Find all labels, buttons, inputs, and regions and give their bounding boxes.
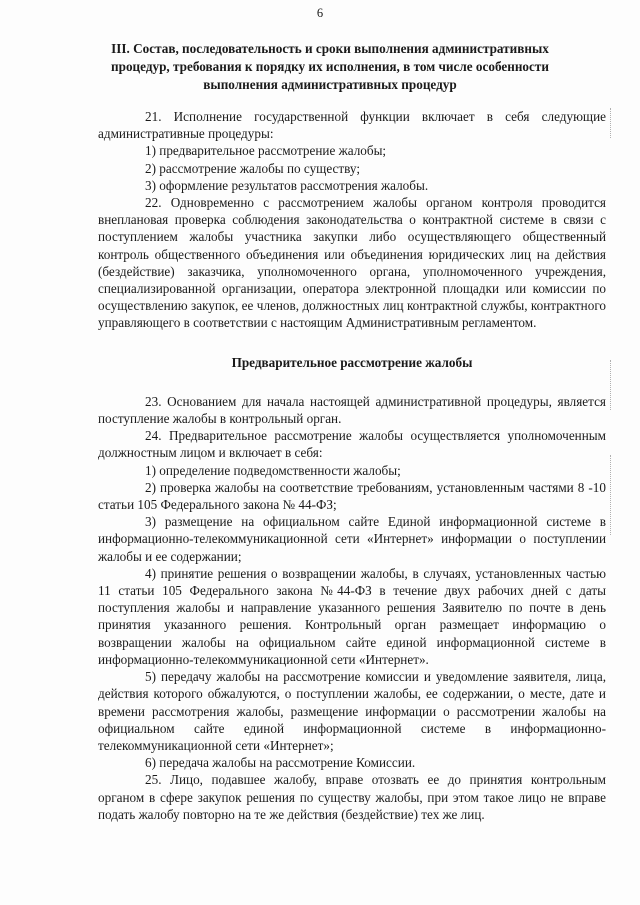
paragraph: 5) передачу жалобы на рассмотрение комиссии и уведомление заявителя, лица, действия которого обжалуются, о поступлении жалобы, ее содержании, о месте, дате и времени рассмотрения жалобы, размещение информации о рассмотрении жалобы на официальном сайте единой информационной системе в информационно-телекоммуникационной сети «Интернет»; (98, 669, 606, 753)
document-body (98, 108, 606, 823)
paragraph: 23. Основанием для начала настоящей административной процедуры, является поступление жалобы в контрольный орган. (98, 393, 606, 427)
paragraph: 2) проверка жалобы на соответствие требованиям, установленным частями 8 -10 статьи 105 Федерального закона № 44-ФЗ; (98, 479, 606, 513)
page-number: 6 (316, 6, 324, 20)
paragraph: 4) принятие решения о возвращении жалобы, в случаях, установленных частью 11 статьи 105 Федерального закона №44-ФЗ в течение двух рабочих дней с даты поступления жалобы и направление указанного решения Заявителю по почте в день принятия указанного решения. Контрольный орган размещает информацию о возвращении жалобы на официальном сайте единой информационной системе в информационно-телекоммуникационной сети «Интернет». (98, 565, 606, 667)
list-item: 6) передача жалобы на рассмотрение Комиссии. (145, 755, 416, 771)
paragraph: 24. Предварительное рассмотрение жалобы осуществляется уполномоченным должностным лицом и включает в себя: (98, 428, 606, 461)
paragraph: 21. Исполнение государственной функции включает в себя следующие административные процедуры: (98, 109, 606, 142)
paragraph: 3) размещение на официальном сайте Единой информационной системе в информационно-телекоммуникационной сети «Интернет» информации о поступлении жалобы и ее содержании; (98, 514, 606, 564)
scan-margin-mark (610, 108, 612, 138)
list-item: 2) рассмотрение жалобы по существу; (145, 160, 360, 176)
scan-margin-mark (610, 455, 612, 535)
scan-margin-mark (610, 360, 612, 410)
paragraph: 22. Одновременно с рассмотрением жалобы органом контроля проводится внеплановая проверка соблюдения законодательства о контрактной системе в связи с поступлением жалобы участника закупки либо осуществляющего общественный контроль общественного объединения или объединения юридических лиц на действия (бездействие) заказчика, уполномоченного органа, уполномоченного учреждения, специализированной организации, оператора электронной площадки или комиссии по осуществлению закупок, ее членов, должностных лиц контрактной службы, контрактного управляющего в соответствии с настоящим Административным регламентом. (98, 195, 606, 331)
section-heading: III. Состав, последовательность и сроки выполнения административных процедур, требования к порядку их исполнения, в том числе особенности выполнения административных процедур (111, 41, 549, 92)
list-item: 3) оформление результатов рассмотрения жалобы. (145, 177, 429, 193)
list-item: 1) предварительное рассмотрение жалобы; (145, 143, 387, 159)
paragraph: 25. Лицо, подавшее жалобу, вправе отозвать ее до принятия контрольным органом в сфере закупок решения по существу жалобы, при этом такое лицо не вправе подать жалобу повторно на те же действия (бездействие) тех же лиц. (98, 772, 606, 822)
list-item: 1) определение подведомственности жалобы; (145, 462, 401, 478)
subsection-heading: Предварительное рассмотрение жалобы (231, 354, 473, 370)
